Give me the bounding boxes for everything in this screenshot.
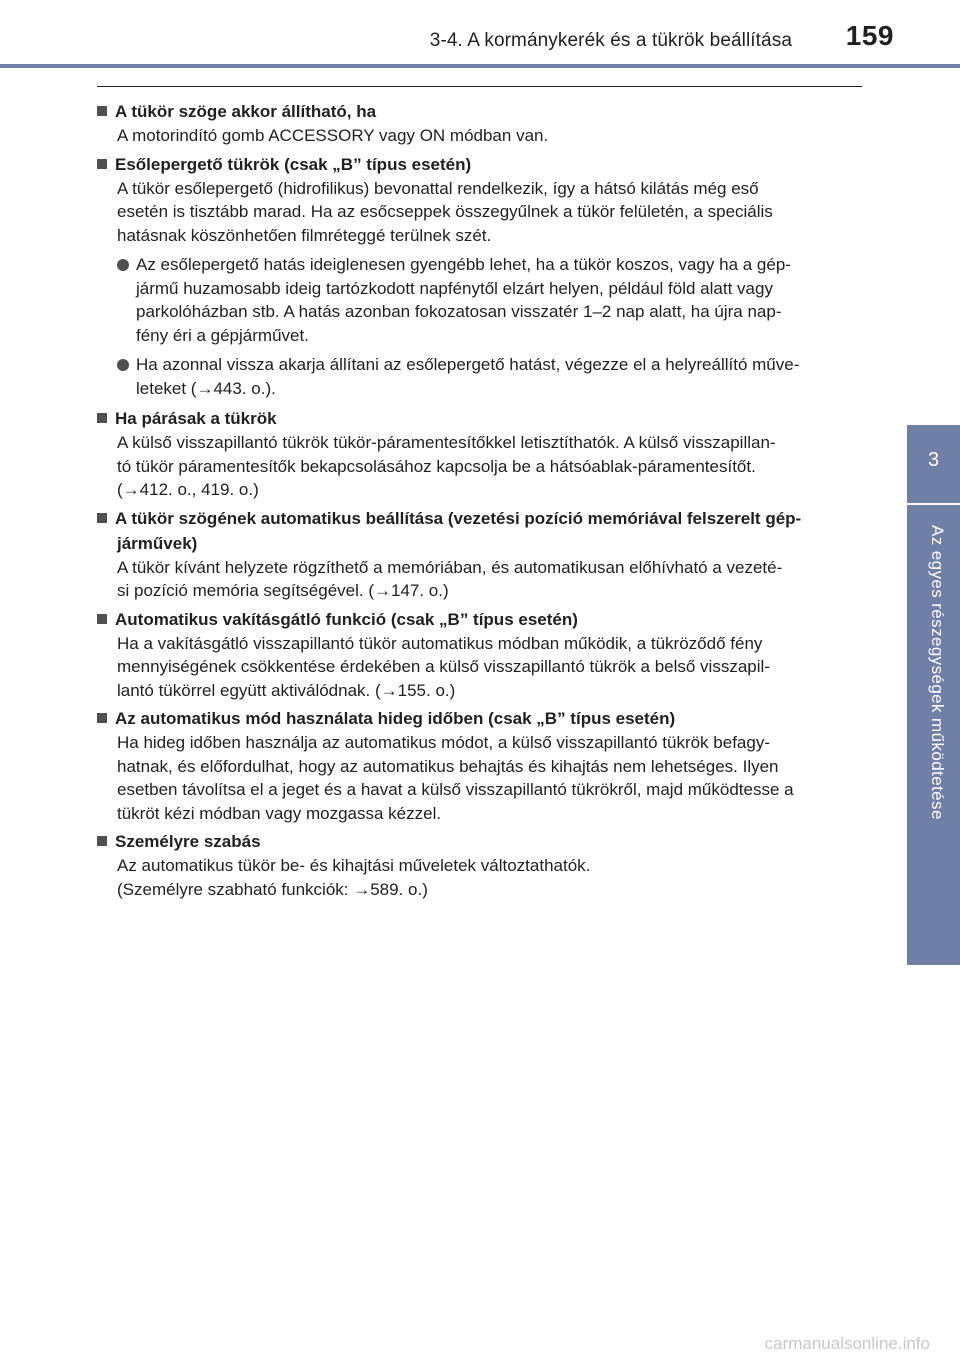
body-line: (Személyre szabható funkciók: →589. o.): [117, 879, 428, 899]
section-title: [97, 406, 863, 431]
section-mirror-angle: [97, 99, 863, 148]
section-body: [117, 431, 863, 502]
square-bullet-icon: [97, 713, 107, 723]
body-line: mennyiségének csökkentése érdekében a külső visszapillantó tükrök a belső visszapil-: [117, 657, 770, 676]
page-content: [97, 97, 863, 905]
section-title-text: A tükör szöge akkor állítható, ha: [115, 102, 377, 121]
page-header: [0, 0, 960, 70]
header-section-title: 3-4. A kormánykerék és a tükrök beállítása: [429, 30, 792, 51]
square-bullet-icon: [97, 106, 107, 116]
section-title: [97, 706, 863, 731]
chapter-number: 3: [927, 449, 940, 471]
section-auto-anti-glare: [97, 607, 863, 703]
square-bullet-icon: [97, 513, 107, 523]
body-line: Az automatikus tükör be- és kihajtási műveletek változtathatók.: [117, 856, 591, 875]
chapter-title: Az egyes részegységek működtetése: [928, 525, 947, 820]
square-bullet-icon: [97, 159, 107, 169]
section-title: [97, 607, 863, 632]
body-line: A motorindító gomb ACCESSORY vagy ON módban van.: [117, 126, 549, 145]
section-body: [117, 632, 863, 703]
section-customization: [97, 829, 863, 901]
section-title-text: Személyre szabás: [115, 832, 261, 851]
body-line: lantó tükörrel együtt aktiválódnak. (→155. o.): [117, 680, 456, 700]
body-line: tó tükör páramentesítők bekapcsolásához kapcsolja be a hátsóablak-páramentesítőt.: [117, 456, 756, 476]
body-line: si pozíció memória segítségével. (→147. o.): [117, 581, 449, 600]
square-bullet-icon: [97, 836, 107, 846]
circle-bullet-icon: [117, 259, 129, 271]
bullet-item: [117, 253, 863, 347]
section-title-text: Az automatikus mód használata hideg időben (csak „B” típus esetén): [115, 709, 676, 728]
section-rain-repellent-mirrors: [97, 152, 863, 401]
body-line: esetben távolítsa el a jeget és a havat a külső visszapillantó tükrökről, majd működtesse a: [117, 780, 794, 799]
body-line: tükröt kézi módban vagy mozgassa kézzel.: [117, 803, 442, 823]
section-body: [117, 854, 863, 901]
section-title-text: A tükör szögének automatikus beállítása (vezetési pozíció memóriával felszerelt gép-járművek): [115, 508, 802, 553]
body-line: A tükör kívánt helyzete rögzíthető a memóriában, és automatikusan előhívható a vezeté-: [117, 557, 783, 577]
watermark-text: carmanualsonline.info: [764, 1334, 930, 1353]
bullet-line: leteket (→443. o.).: [136, 378, 276, 398]
section-title-text: Esőlepergető tükrök (csak „B” típus esetén): [115, 154, 472, 174]
body-line: A tükör esőlepergető (hidrofilikus) bevonattal rendelkezik, így a hátsó kilátás még eső: [117, 178, 759, 198]
section-cold-weather-auto-mode: [97, 706, 863, 825]
circle-bullet-icon: [117, 359, 129, 371]
section-title: [97, 829, 863, 854]
body-line: Ha a vakításgátló visszapillantó tükör automatikus módban működik, a tükröződő fény: [117, 633, 763, 653]
page-number: 159: [845, 20, 894, 51]
square-bullet-icon: [97, 413, 107, 423]
body-line: hatásnak köszönhetően filmréteggé terülnek szét.: [117, 225, 492, 245]
body-line: Ha hideg időben használja az automatikus módot, a külső visszapillantó tükrök befagy-: [117, 733, 770, 752]
body-line: esetén is tisztább marad. Ha az esőcseppek összegyűlnek a tükör felületén, a speciális: [117, 202, 773, 221]
bullet-line: fény éri a gépjárművet.: [136, 325, 309, 345]
section-title: [97, 99, 863, 124]
chapter-side-tab: [907, 425, 960, 965]
square-bullet-icon: [97, 614, 107, 624]
bullet-item: [117, 353, 863, 400]
section-title: [97, 506, 863, 556]
body-line: (→412. o., 419. o.): [117, 480, 259, 499]
bullet-line: Az esőlepergető hatás ideiglenesen gyengébb lehet, ha a tükör koszos, vagy ha a gép-: [136, 255, 791, 274]
section-body: [117, 556, 863, 603]
bullet-line: parkolóházban stb. A hatás azonban fokozatosan visszatér 1–2 nap alatt, ha újra nap-: [136, 302, 782, 321]
section-body: [117, 731, 863, 825]
section-automatic-angle-adjustment: [97, 506, 863, 603]
section-body: [117, 124, 863, 148]
body-line: A külső visszapillantó tükrök tükör-páramentesítőkkel letisztíthatók. A külső visszapillan-: [117, 433, 776, 452]
side-tab-divider: [907, 503, 960, 505]
content-top-rule: [97, 86, 862, 87]
section-body: [117, 177, 863, 248]
body-line: hatnak, és előfordulhat, hogy az automatikus behajtás és kihajtás nem lehetséges. Ilyen: [117, 756, 779, 776]
section-fogged-mirrors: [97, 406, 863, 502]
section-title: [97, 152, 863, 177]
bullet-line: Ha azonnal vissza akarja állítani az esőlepergető hatást, végezze el a helyreállító műve-: [136, 355, 800, 374]
header-rule: [0, 64, 960, 68]
section-title-text: Ha párásak a tükrök: [115, 409, 277, 428]
bullet-line: jármű huzamosabb ideig tartózkodott napfénytől elzárt helyen, például föld alatt vagy: [136, 278, 773, 298]
section-title-text: Automatikus vakításgátló funkció (csak „B” típus esetén): [115, 609, 578, 629]
